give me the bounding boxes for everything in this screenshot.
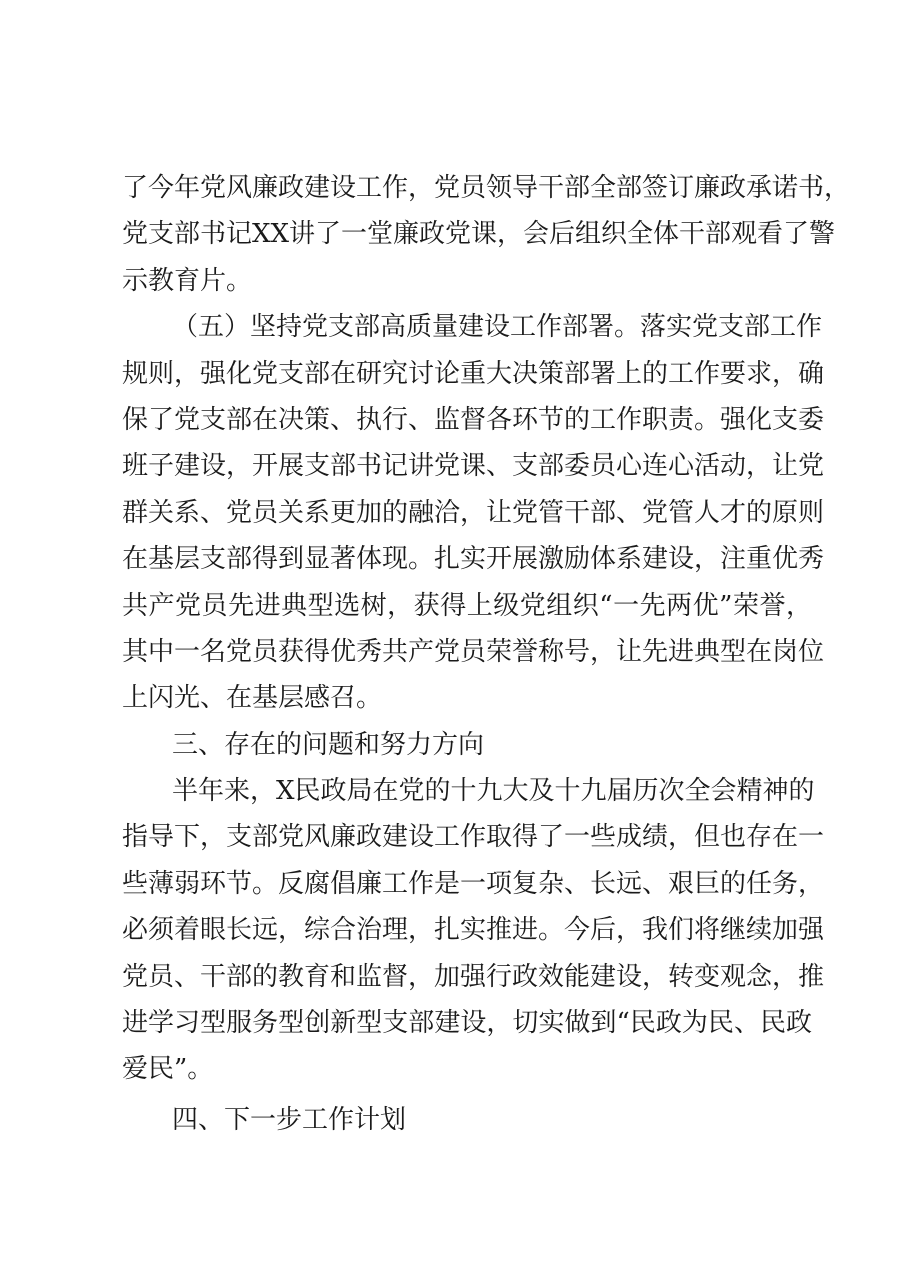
- paragraph-line-9: 在基层支部得到显著体现。扎实开展激励体系建设，注重优秀: [122, 544, 825, 575]
- paragraph-line-10: 共产党员先进典型选树，获得上级党组织“一先两优”荣誉，: [122, 590, 812, 621]
- document-body: [122, 165, 851, 1143]
- paragraph-line-20: 爱民”。: [122, 1054, 214, 1085]
- paragraph-line-7: 班子建设，开展支部书记讲党课、支部委员心连心活动，让党: [122, 451, 825, 482]
- paragraph-line-18: 党员、干部的教育和监督，加强行政效能建设，转变观念，推: [122, 961, 825, 992]
- paragraph-line-16: 些薄弱环节。反腐倡廉工作是一项复杂、长远、艰巨的任务，: [122, 868, 825, 899]
- paragraph-line-12: 上闪光、在基层感召。: [122, 683, 383, 714]
- paragraph-line-14: 半年来，X民政局在党的十九大及十九届历次全会精神的: [172, 776, 815, 807]
- paragraph-line-2: 党支部书记XX讲了一堂廉政党课，会后组织全体干部观看了警: [122, 219, 836, 250]
- paragraph-line-3: 示教育片。: [122, 265, 253, 296]
- paragraph-line-15: 指导下，支部党风廉政建设工作取得了一些成绩，但也存在一: [122, 822, 825, 853]
- paragraph-line-8: 群关系、党员关系更加的融洽，让党管干部、党管人才的原则: [122, 497, 825, 528]
- paragraph-line-11: 其中一名党员获得优秀共产党员荣誉称号，让先进典型在岗位: [122, 636, 825, 667]
- paragraph-line-1: 了今年党风廉政建设工作，党员领导干部全部签订廉政承诺书，: [122, 173, 851, 203]
- paragraph-line-19: 进学习型服务型创新型支部建设，切实做到“民政为民、民政: [122, 1008, 812, 1039]
- section-three-heading: 三、存在的问题和努力方向: [172, 729, 485, 760]
- paragraph-line-17: 必须着眼长远，综合治理，扎实推进。今后，我们将继续加强: [122, 915, 825, 946]
- paragraph-line-6: 保了党支部在决策、执行、监督各环节的工作职责。强化支委: [122, 404, 825, 435]
- section-four-heading: 四、下一步工作计划: [172, 1104, 407, 1135]
- section-five-heading-line: （五）坚持党支部高质量建设工作部署。落实党支部工作: [172, 312, 823, 343]
- paragraph-line-5: 规则，强化党支部在研究讨论重大决策部署上的工作要求，确: [122, 358, 825, 389]
